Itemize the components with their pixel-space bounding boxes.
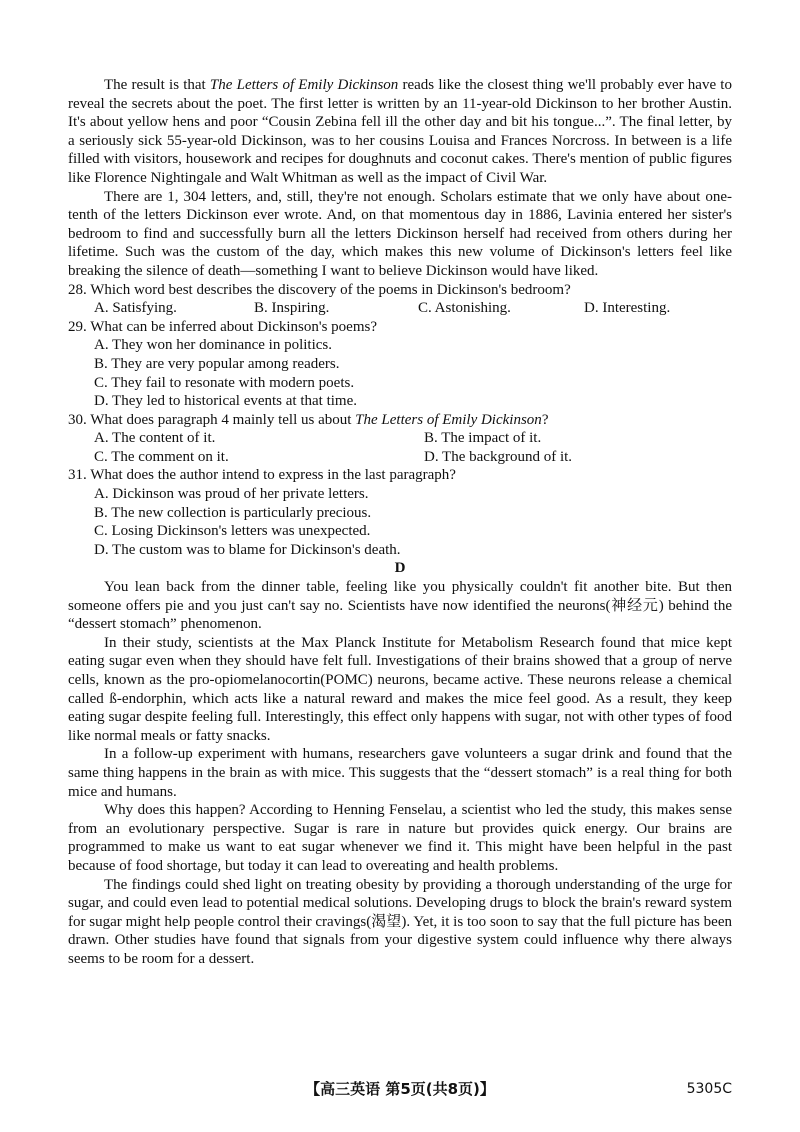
question-stem: 31. What does the author intend to express in the last paragraph? bbox=[68, 467, 456, 484]
passage-d-paragraph-2: In their study, scientists at the Max Planck Institute for Metabolism Research found that mice kept eating sugar even when they should have felt full. Investigations of their brains showed that a group of nerve cells, known as the pro-opiomelanocortin(POMC) neurons, became active. These neurons release a chemical called ß-endorphin, which acts like a natural reward and makes the mice feel good. As a result, they keep eating sugar despite feeling full. Interestingly, this effect only happens with sugar, not with other types of food like normal meals or fatty snacks. bbox=[68, 634, 732, 744]
page-footer bbox=[0, 1080, 800, 1104]
option-b: B. The impact of it. bbox=[424, 430, 542, 447]
paper-code: 5305C bbox=[686, 1081, 732, 1097]
passage-d-paragraph-5: The findings could shed light on treating obesity by providing a thorough understanding of the urge for sugar, and could even lead to potential medical solutions. Developing drugs to block the brain's reward system for sugar might help people control their cravings(渴望). Yet, it is too soon to say that the full picture has been drawn. Other studies have found that signals from your digestive system could influence why there always seems to be room for a dessert. bbox=[68, 876, 732, 967]
option-c: C. They fail to resonate with modern poets. bbox=[94, 374, 355, 391]
book-title: The Letters of Emily Dickinson bbox=[355, 411, 542, 428]
option-a: A. Satisfying. bbox=[94, 300, 177, 317]
option-d: D. The custom was to blame for Dickinson's death. bbox=[94, 541, 401, 558]
question-31 bbox=[68, 466, 732, 559]
option-row bbox=[68, 448, 732, 467]
option-c: C. Astonishing. bbox=[418, 300, 511, 317]
option-d: D. Interesting. bbox=[584, 300, 671, 317]
option-d: D. They led to historical events at that time. bbox=[94, 393, 357, 410]
passage-d-paragraph-1: You lean back from the dinner table, feeling like you physically couldn't fit another bite. But then someone offers pie and you just can't say no. Scientists have now identified the neurons(神经元) behind the “dessert stomach” phenomenon. bbox=[68, 579, 732, 633]
option-d: D. The background of it. bbox=[424, 448, 573, 465]
option-a: A. The content of it. bbox=[94, 430, 216, 447]
question-30 bbox=[68, 411, 732, 467]
option-a: A. They won her dominance in politics. bbox=[94, 337, 333, 354]
passage-c-paragraph-4: There are 1, 304 letters, and, still, they're not enough. Scholars estimate that we only have about one-tenth of the letters Dickinson ever wrote. And, on that momentous day in 1886, Lavinia entered her sister's bedroom to find and successfully burn all the letters Dickinson herself had received from others during her lifetime. Such was the custom of the day, which makes this new volume of Dickinson's letters feel like breaking the silence of death—something I want to believe Dickinson would have liked. bbox=[68, 188, 732, 279]
option-row bbox=[68, 299, 732, 318]
passage-c-paragraph-3: The result is that The Letters of Emily Dickinson reads like the closest thing we'll probably ever have to reveal the secrets about the poet. The first letter is written by an 11-year-old Dickinson to her brother Austin. It's about yellow hens and poor “Cousin Zebina fell ill the other day and bit his tongue...”. The final letter, by a seriously sick 55-year-old Dickinson, was to her cousins Louisa and Frances Norcross. In between is a life filled with visitors, housework and recipes for doughnuts and coconut cakes. There's mention of public figures like Florence Nightingale and Walt Whitman as well as the impact of Civil War. bbox=[68, 77, 732, 186]
page-label: 【高三英语 第5页(共8页)】 bbox=[305, 1080, 495, 1098]
question-29 bbox=[68, 318, 732, 411]
question-28 bbox=[68, 281, 732, 318]
book-title: The Letters of Emily Dickinson bbox=[209, 77, 399, 93]
option-b: B. The new collection is particularly precious. bbox=[94, 504, 372, 521]
passage-d-paragraph-4: Why does this happen? According to Henning Fenselau, a scientist who led the study, this makes sense from an evolutionary perspective. Sugar is rare in nature but provides quick energy. Our brains are programmed to make us want to eat sugar whenever we find it. This might have been helpful in the past because of food shortage, but today it can lead to overeating and health problems. bbox=[68, 802, 732, 874]
question-stem: 30. What does paragraph 4 mainly tell us about The Letters of Emily Dickinson? bbox=[68, 411, 549, 428]
section-heading-d: D bbox=[394, 560, 406, 577]
question-stem: 29. What can be inferred about Dickinson's poems? bbox=[68, 318, 378, 335]
question-stem: 28. Which word best describes the discovery of the poems in Dickinson's bedroom? bbox=[68, 281, 571, 298]
option-c: C. The comment on it. bbox=[94, 448, 229, 465]
option-row bbox=[68, 429, 732, 448]
option-c: C. Losing Dickinson's letters was unexpected. bbox=[94, 523, 371, 540]
option-b: B. They are very popular among readers. bbox=[94, 355, 340, 372]
option-a: A. Dickinson was proud of her private letters. bbox=[94, 486, 369, 503]
option-b: B. Inspiring. bbox=[254, 300, 330, 317]
passage-d-paragraph-3: In a follow-up experiment with humans, researchers gave volunteers a sugar drink and found that the same thing happens in the brain as with mice. This suggests that the “dessert stomach” is a real thing for both mice and humans. bbox=[68, 746, 732, 800]
